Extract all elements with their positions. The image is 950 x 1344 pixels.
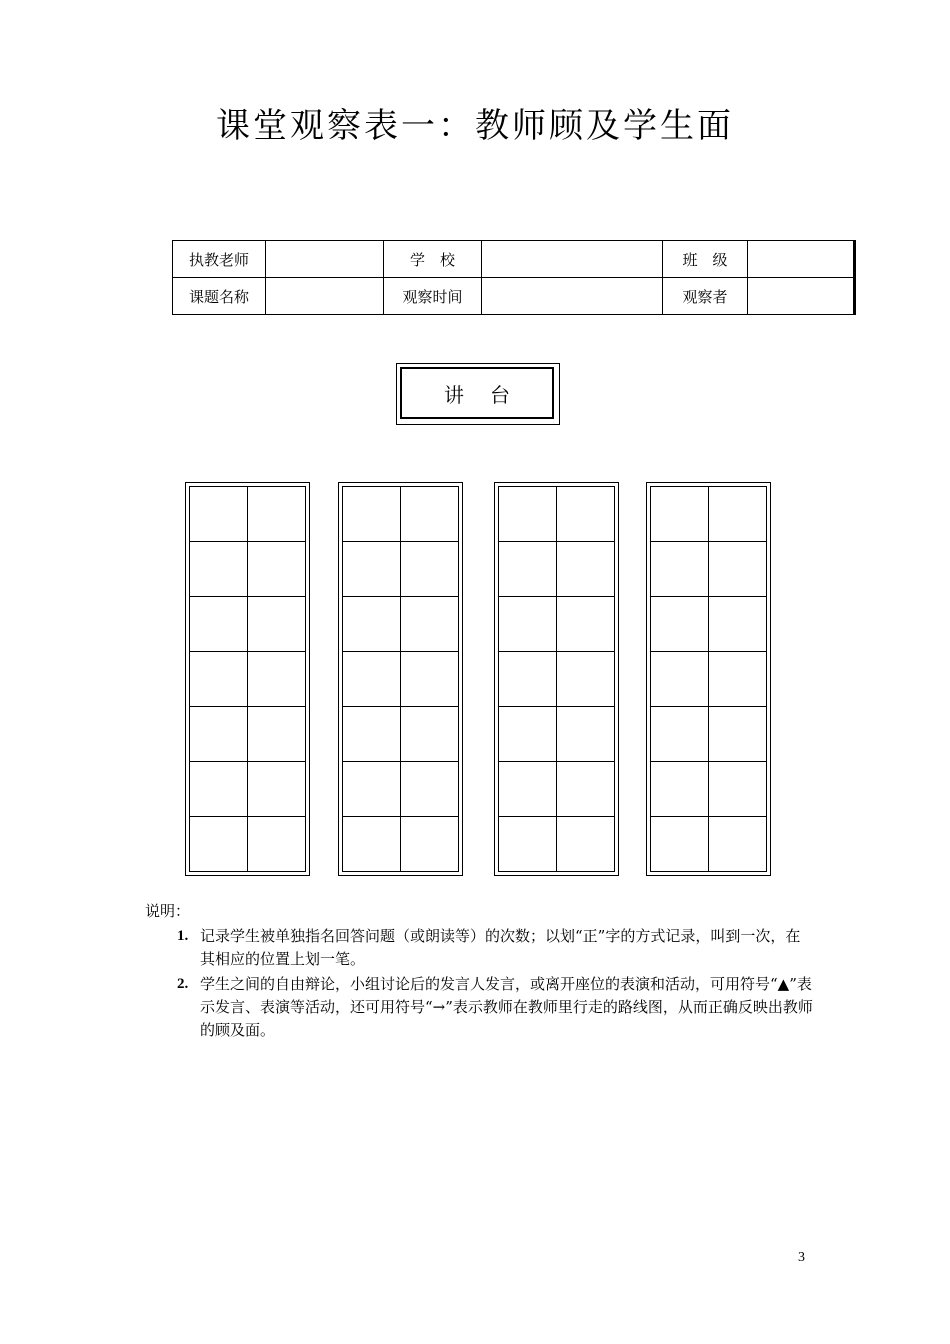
seat-cell[interactable] (248, 817, 306, 872)
school-label: 学 校 (384, 241, 482, 278)
desk-row (343, 487, 459, 542)
seat-cell[interactable] (709, 652, 767, 707)
desk-group-1 (185, 482, 310, 876)
topic-field[interactable] (266, 278, 384, 315)
seat-cell[interactable] (709, 487, 767, 542)
seat-cell[interactable] (651, 762, 709, 817)
seat-cell[interactable] (343, 597, 401, 652)
desk-row (651, 487, 767, 542)
desk-row (651, 817, 767, 872)
notes-item-2 (145, 973, 815, 1042)
notes-item-1 (145, 925, 815, 971)
desk-row (499, 542, 615, 597)
seat-cell[interactable] (190, 652, 248, 707)
seat-cell[interactable] (557, 542, 615, 597)
page-title: 课堂观察表一：教师顾及学生面 (216, 106, 734, 146)
desk-group-3 (494, 482, 619, 876)
desk-row (190, 707, 306, 762)
desk-grid (650, 486, 767, 872)
notes-section (145, 900, 815, 1044)
observer-field[interactable] (748, 278, 855, 315)
seat-cell[interactable] (248, 542, 306, 597)
desk-row (190, 542, 306, 597)
desk-row (190, 817, 306, 872)
desk-grid (342, 486, 459, 872)
seat-cell[interactable] (499, 487, 557, 542)
seat-cell[interactable] (190, 597, 248, 652)
observer-label: 观察者 (663, 278, 748, 315)
notes-item-number: 2. (177, 976, 189, 992)
seat-cell[interactable] (343, 487, 401, 542)
info-row-2 (173, 278, 855, 315)
seat-cell[interactable] (248, 487, 306, 542)
seat-cell[interactable] (343, 542, 401, 597)
desk-row (343, 652, 459, 707)
seat-cell[interactable] (499, 597, 557, 652)
seat-cell[interactable] (190, 542, 248, 597)
seat-cell[interactable] (651, 707, 709, 762)
seat-cell[interactable] (651, 597, 709, 652)
podium-box (396, 363, 560, 425)
seat-cell[interactable] (499, 817, 557, 872)
desk-row (651, 542, 767, 597)
seat-cell[interactable] (709, 817, 767, 872)
seat-cell[interactable] (401, 542, 459, 597)
desk-row (343, 817, 459, 872)
seat-cell[interactable] (557, 707, 615, 762)
seat-cell[interactable] (401, 652, 459, 707)
desk-row (651, 762, 767, 817)
topic-label: 课题名称 (173, 278, 266, 315)
seat-cell[interactable] (248, 707, 306, 762)
seat-cell[interactable] (248, 762, 306, 817)
desk-row (651, 597, 767, 652)
desk-row (343, 542, 459, 597)
desk-row (499, 707, 615, 762)
page-number: 3 (798, 1250, 805, 1265)
desk-row (499, 762, 615, 817)
desk-row (651, 707, 767, 762)
seat-cell[interactable] (651, 652, 709, 707)
notes-item-text: 学生之间的自由辩论，小组讨论后的发言人发言，或离开座位的表演和活动，可用符号“▲”表示发言、表演等活动，还可用符号“→”表示教师在教师里行走的路线图，从而正确反映出教师的顾及面。 (200, 975, 813, 1039)
seat-cell[interactable] (343, 707, 401, 762)
desk-row (343, 597, 459, 652)
seat-cell[interactable] (709, 597, 767, 652)
desk-row (190, 597, 306, 652)
desk-group-2 (338, 482, 463, 876)
seat-cell[interactable] (190, 707, 248, 762)
seat-cell[interactable] (557, 762, 615, 817)
desk-row (499, 597, 615, 652)
seat-cell[interactable] (557, 597, 615, 652)
info-row-1 (173, 241, 855, 278)
desk-row (343, 762, 459, 817)
notes-heading: 说明： (145, 902, 191, 920)
seat-cell[interactable] (401, 762, 459, 817)
seat-cell[interactable] (343, 817, 401, 872)
seat-cell[interactable] (709, 542, 767, 597)
desk-group-4 (646, 482, 771, 876)
desk-row (343, 707, 459, 762)
seat-cell[interactable] (499, 707, 557, 762)
time-field[interactable] (482, 278, 663, 315)
seat-cell[interactable] (709, 707, 767, 762)
seat-cell[interactable] (343, 762, 401, 817)
info-table (172, 240, 856, 315)
seat-cell[interactable] (499, 542, 557, 597)
seat-cell[interactable] (248, 597, 306, 652)
desk-grid (189, 486, 306, 872)
seat-cell[interactable] (343, 652, 401, 707)
seat-cell[interactable] (190, 817, 248, 872)
notes-item-text: 记录学生被单独指名回答问题（或朗读等）的次数；以划“正”字的方式记录，叫到一次，在其相应的位置上划一笔。 (200, 927, 801, 968)
teacher-field[interactable] (266, 241, 384, 278)
desk-row (499, 652, 615, 707)
podium-label: 讲台 (400, 367, 554, 419)
seat-cell[interactable] (190, 487, 248, 542)
seat-cell[interactable] (401, 707, 459, 762)
seat-cell[interactable] (401, 487, 459, 542)
class-label: 班 级 (663, 241, 748, 278)
class-field[interactable] (748, 241, 855, 278)
time-label: 观察时间 (384, 278, 482, 315)
desk-row (190, 487, 306, 542)
desk-row (190, 762, 306, 817)
desk-row (499, 817, 615, 872)
seat-cell[interactable] (557, 817, 615, 872)
seat-cell[interactable] (499, 762, 557, 817)
notes-item-number: 1. (177, 928, 189, 944)
school-field[interactable] (482, 241, 663, 278)
desk-row (499, 487, 615, 542)
desk-grid (498, 486, 615, 872)
notes-list (145, 925, 815, 1042)
seat-cell[interactable] (190, 762, 248, 817)
seat-cell[interactable] (651, 817, 709, 872)
seat-cell[interactable] (499, 652, 557, 707)
seat-cell[interactable] (709, 762, 767, 817)
desk-row (190, 652, 306, 707)
desk-row (651, 652, 767, 707)
seat-cell[interactable] (557, 487, 615, 542)
seat-cell[interactable] (401, 597, 459, 652)
seat-cell[interactable] (248, 652, 306, 707)
seat-cell[interactable] (401, 817, 459, 872)
teacher-label: 执教老师 (173, 241, 266, 278)
seat-cell[interactable] (651, 542, 709, 597)
seat-cell[interactable] (651, 487, 709, 542)
seat-cell[interactable] (557, 652, 615, 707)
